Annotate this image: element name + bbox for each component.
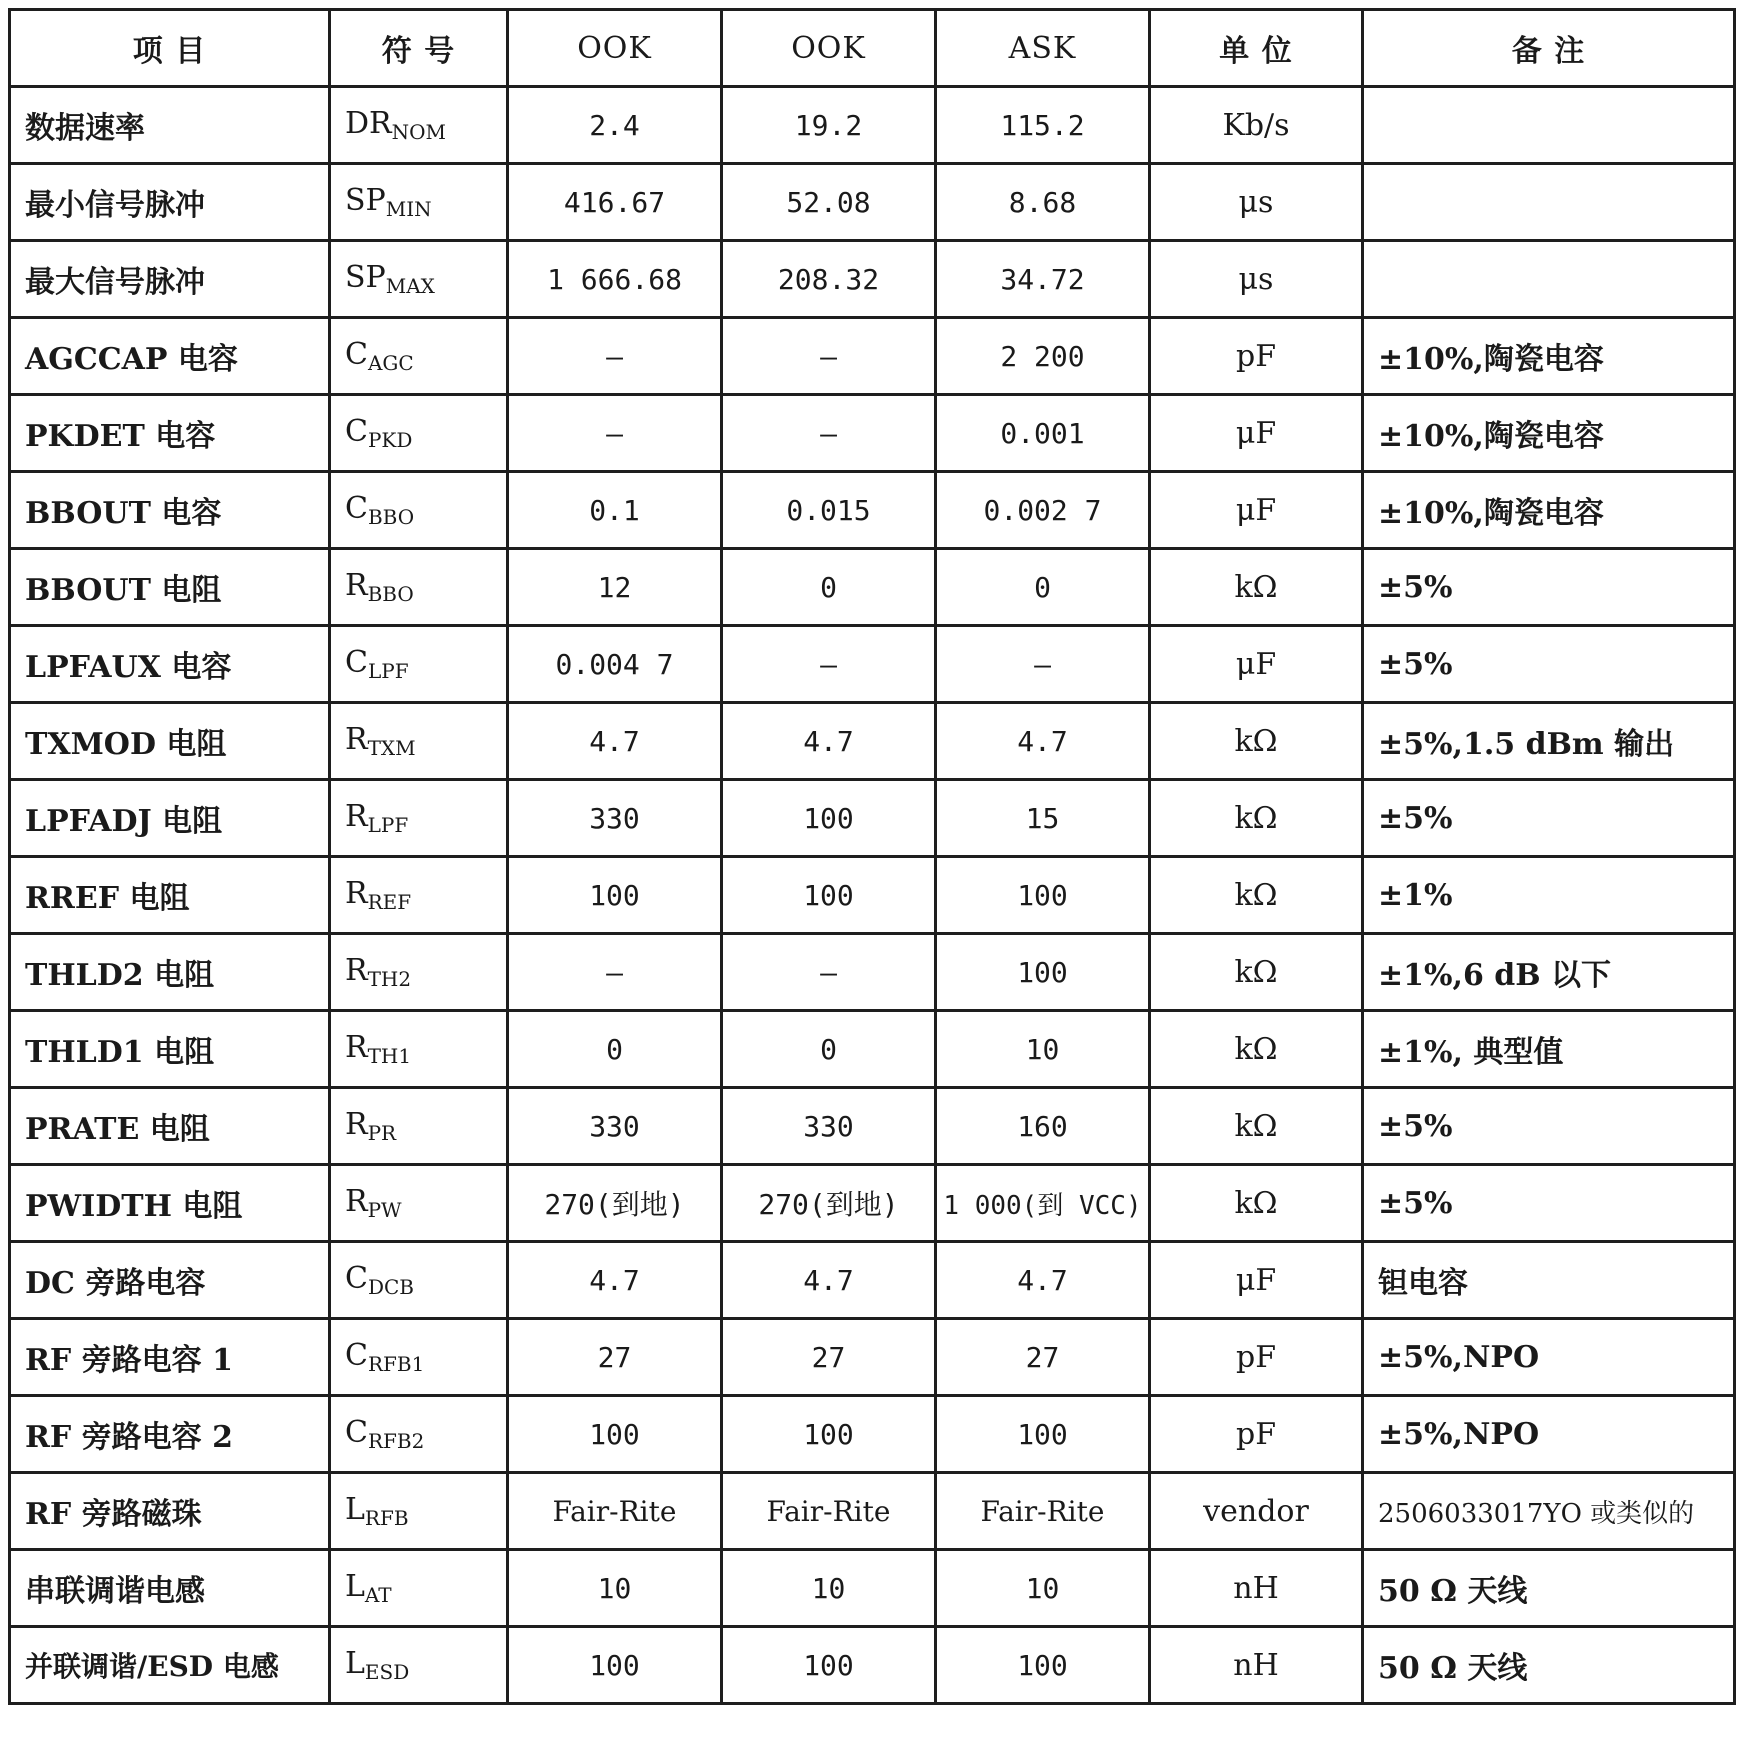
header-col2: OOK: [722, 10, 936, 87]
value-ask: Fair-Rite: [936, 1473, 1150, 1550]
unit-cell: μF: [1150, 472, 1363, 549]
item-cell: LPFADJ 电阻: [10, 780, 330, 857]
table-row: [10, 780, 1735, 857]
unit-cell: μs: [1150, 241, 1363, 318]
symbol-cell: [330, 241, 508, 318]
value-ask: 0.002 7: [936, 472, 1150, 549]
unit-cell: μs: [1150, 164, 1363, 241]
item-cell: PWIDTH 电阻: [10, 1165, 330, 1242]
symbol-sub: PR: [367, 1121, 397, 1145]
value-ook-1: 100: [508, 857, 722, 934]
item-cell: PRATE 电阻: [10, 1088, 330, 1165]
value-ook-2: —: [722, 626, 936, 703]
symbol-cell: [330, 1473, 508, 1550]
value-ook-2: 10: [722, 1550, 936, 1627]
note-cell: 2506033017YO 或类似的: [1363, 1473, 1735, 1550]
item-cell: 最小信号脉冲: [10, 164, 330, 241]
symbol-main: C: [345, 1338, 368, 1373]
value-ask: 100: [936, 1627, 1150, 1704]
symbol-main: SP: [345, 260, 386, 295]
symbol-main: C: [345, 1261, 368, 1296]
value-ask: 1 000(到 VCC): [936, 1165, 1150, 1242]
symbol-sub: TH2: [367, 967, 412, 991]
unit-cell: pF: [1150, 1396, 1363, 1473]
symbol-sub: PW: [367, 1198, 402, 1222]
value-ask: 0: [936, 549, 1150, 626]
item-cell: 串联调谐电感: [10, 1550, 330, 1627]
symbol-main: C: [345, 414, 368, 449]
value-ook-2: 100: [722, 1627, 936, 1704]
table-row: [10, 934, 1735, 1011]
value-ask: 15: [936, 780, 1150, 857]
item-cell: RF 旁路电容 1: [10, 1319, 330, 1396]
symbol-cell: [330, 318, 508, 395]
note-cell: ±5%,NPO: [1363, 1396, 1735, 1473]
symbol-main: R: [345, 1030, 368, 1065]
value-ook-2: 208.32: [722, 241, 936, 318]
symbol-sub: ESD: [364, 1660, 410, 1684]
note-cell: 50 Ω 天线: [1363, 1627, 1735, 1704]
symbol-sub: NOM: [391, 120, 447, 144]
symbol-sub: RFB2: [367, 1429, 425, 1453]
value-ask: 10: [936, 1550, 1150, 1627]
symbol-cell: [330, 472, 508, 549]
symbol-main: R: [345, 1107, 368, 1142]
value-ask: 115.2: [936, 87, 1150, 164]
value-ook-1: 330: [508, 780, 722, 857]
note-cell: ±5%: [1363, 626, 1735, 703]
symbol-sub: RFB: [364, 1506, 409, 1530]
value-ook-1: —: [508, 395, 722, 472]
symbol-main: R: [345, 953, 368, 988]
note-cell: ±5%: [1363, 1165, 1735, 1242]
symbol-cell: [330, 549, 508, 626]
note-cell: [1363, 164, 1735, 241]
symbol-cell: [330, 780, 508, 857]
symbol-sub: RFB1: [367, 1352, 425, 1376]
value-ook-1: 416.67: [508, 164, 722, 241]
unit-cell: Kb/s: [1150, 87, 1363, 164]
value-ook-1: 4.7: [508, 703, 722, 780]
unit-cell: μF: [1150, 395, 1363, 472]
note-cell: ±1%,6 dB 以下: [1363, 934, 1735, 1011]
value-ook-2: 100: [722, 857, 936, 934]
value-ook-1: 0.1: [508, 472, 722, 549]
value-ook-2: 0: [722, 1011, 936, 1088]
symbol-cell: [330, 87, 508, 164]
table-row: [10, 1011, 1735, 1088]
symbol-cell: [330, 703, 508, 780]
symbol-main: C: [345, 645, 368, 680]
table-row: [10, 626, 1735, 703]
header-symbol: 符 号: [330, 10, 508, 87]
symbol-main: L: [345, 1492, 365, 1527]
value-ook-2: 270(到地): [722, 1165, 936, 1242]
value-ook-1: 330: [508, 1088, 722, 1165]
value-ook-1: 0: [508, 1011, 722, 1088]
symbol-sub: DCB: [367, 1275, 415, 1299]
symbol-main: R: [345, 876, 368, 911]
value-ook-2: 4.7: [722, 703, 936, 780]
item-cell: AGCCAP 电容: [10, 318, 330, 395]
table-row: [10, 1396, 1735, 1473]
item-cell: RREF 电阻: [10, 857, 330, 934]
symbol-sub: PKD: [367, 428, 413, 452]
value-ook-2: —: [722, 395, 936, 472]
symbol-sub: TXM: [367, 736, 416, 760]
value-ook-2: 100: [722, 780, 936, 857]
value-ask: 2 200: [936, 318, 1150, 395]
value-ook-1: 270(到地): [508, 1165, 722, 1242]
symbol-sub: LPF: [367, 659, 409, 683]
table-row: [10, 1319, 1735, 1396]
note-cell: 50 Ω 天线: [1363, 1550, 1735, 1627]
table-row: [10, 549, 1735, 626]
symbol-main: L: [345, 1646, 365, 1681]
symbol-main: DR: [345, 106, 392, 141]
unit-cell: kΩ: [1150, 703, 1363, 780]
symbol-main: SP: [345, 183, 386, 218]
note-cell: ±5%: [1363, 549, 1735, 626]
unit-cell: pF: [1150, 318, 1363, 395]
parameter-table-wrapper: [8, 8, 1736, 1705]
note-cell: ±1%: [1363, 857, 1735, 934]
unit-cell: nH: [1150, 1550, 1363, 1627]
unit-cell: μF: [1150, 626, 1363, 703]
header-note: 备 注: [1363, 10, 1735, 87]
value-ook-2: 19.2: [722, 87, 936, 164]
table-row: [10, 87, 1735, 164]
value-ask: 8.68: [936, 164, 1150, 241]
table-row: [10, 1165, 1735, 1242]
symbol-sub: LPF: [367, 813, 409, 837]
unit-cell: nH: [1150, 1627, 1363, 1704]
value-ask: 100: [936, 857, 1150, 934]
note-cell: ±5%,1.5 dBm 输出: [1363, 703, 1735, 780]
symbol-cell: [330, 1242, 508, 1319]
unit-cell: μF: [1150, 1242, 1363, 1319]
symbol-cell: [330, 1396, 508, 1473]
item-cell: 数据速率: [10, 87, 330, 164]
table-row: [10, 857, 1735, 934]
item-cell: BBOUT 电容: [10, 472, 330, 549]
value-ook-2: 0: [722, 549, 936, 626]
symbol-cell: [330, 1627, 508, 1704]
note-cell: 钽电容: [1363, 1242, 1735, 1319]
note-cell: [1363, 87, 1735, 164]
symbol-main: R: [345, 568, 368, 603]
unit-cell: pF: [1150, 1319, 1363, 1396]
value-ook-1: 27: [508, 1319, 722, 1396]
value-ook-2: —: [722, 318, 936, 395]
symbol-main: R: [345, 722, 368, 757]
table-row: [10, 1627, 1735, 1704]
unit-cell: kΩ: [1150, 857, 1363, 934]
header-item: 项 目: [10, 10, 330, 87]
header-col1: OOK: [508, 10, 722, 87]
value-ook-1: —: [508, 934, 722, 1011]
value-ask: 27: [936, 1319, 1150, 1396]
symbol-sub: BBO: [367, 582, 414, 606]
value-ook-1: 10: [508, 1550, 722, 1627]
symbol-cell: [330, 934, 508, 1011]
item-cell: DC 旁路电容: [10, 1242, 330, 1319]
note-cell: [1363, 241, 1735, 318]
table-row: [10, 395, 1735, 472]
value-ook-1: 12: [508, 549, 722, 626]
symbol-cell: [330, 857, 508, 934]
table-body: [10, 87, 1735, 1704]
symbol-cell: [330, 164, 508, 241]
value-ook-1: —: [508, 318, 722, 395]
value-ook-1: 0.004 7: [508, 626, 722, 703]
value-ask: —: [936, 626, 1150, 703]
table-row: [10, 1242, 1735, 1319]
value-ask: 0.001: [936, 395, 1150, 472]
symbol-cell: [330, 626, 508, 703]
symbol-main: R: [345, 799, 368, 834]
symbol-sub: MIN: [385, 197, 432, 221]
item-cell: 并联调谐/ESD 电感: [10, 1627, 330, 1704]
unit-cell: vendor: [1150, 1473, 1363, 1550]
note-cell: ±5%: [1363, 1088, 1735, 1165]
item-cell: RF 旁路磁珠: [10, 1473, 330, 1550]
symbol-cell: [330, 1088, 508, 1165]
symbol-main: R: [345, 1184, 368, 1219]
value-ook-1: 4.7: [508, 1242, 722, 1319]
header-col3: ASK: [936, 10, 1150, 87]
symbol-main: C: [345, 337, 368, 372]
item-cell: 最大信号脉冲: [10, 241, 330, 318]
note-cell: ±5%,NPO: [1363, 1319, 1735, 1396]
unit-cell: kΩ: [1150, 1088, 1363, 1165]
note-cell: ±10%,陶瓷电容: [1363, 472, 1735, 549]
value-ook-1: Fair-Rite: [508, 1473, 722, 1550]
value-ook-2: 27: [722, 1319, 936, 1396]
note-cell: ±10%,陶瓷电容: [1363, 318, 1735, 395]
table-row: [10, 1088, 1735, 1165]
symbol-sub: AT: [364, 1583, 392, 1607]
value-ook-1: 2.4: [508, 87, 722, 164]
unit-cell: kΩ: [1150, 549, 1363, 626]
value-ask: 100: [936, 1396, 1150, 1473]
value-ook-1: 1 666.68: [508, 241, 722, 318]
symbol-main: L: [345, 1569, 365, 1604]
value-ook-2: Fair-Rite: [722, 1473, 936, 1550]
symbol-sub: AGC: [367, 351, 414, 375]
table-row: [10, 318, 1735, 395]
symbol-cell: [330, 1011, 508, 1088]
value-ook-1: 100: [508, 1627, 722, 1704]
value-ook-2: 0.015: [722, 472, 936, 549]
value-ook-2: 330: [722, 1088, 936, 1165]
note-cell: ±1%, 典型值: [1363, 1011, 1735, 1088]
item-cell: TXMOD 电阻: [10, 703, 330, 780]
value-ook-1: 100: [508, 1396, 722, 1473]
value-ook-2: 52.08: [722, 164, 936, 241]
value-ook-2: 4.7: [722, 1242, 936, 1319]
header-row: [10, 10, 1735, 87]
item-cell: THLD2 电阻: [10, 934, 330, 1011]
symbol-sub: REF: [367, 890, 412, 914]
table-row: [10, 703, 1735, 780]
symbol-sub: TH1: [367, 1044, 412, 1068]
symbol-cell: [330, 1319, 508, 1396]
symbol-sub: MAX: [385, 274, 435, 298]
unit-cell: kΩ: [1150, 780, 1363, 857]
item-cell: RF 旁路电容 2: [10, 1396, 330, 1473]
value-ask: 10: [936, 1011, 1150, 1088]
value-ask: 4.7: [936, 1242, 1150, 1319]
symbol-cell: [330, 1550, 508, 1627]
symbol-cell: [330, 395, 508, 472]
value-ask: 4.7: [936, 703, 1150, 780]
item-cell: BBOUT 电阻: [10, 549, 330, 626]
table-row: [10, 1473, 1735, 1550]
symbol-sub: BBO: [367, 505, 415, 529]
value-ask: 160: [936, 1088, 1150, 1165]
table-row: [10, 472, 1735, 549]
value-ook-2: —: [722, 934, 936, 1011]
value-ask: 100: [936, 934, 1150, 1011]
table-row: [10, 241, 1735, 318]
item-cell: PKDET 电容: [10, 395, 330, 472]
symbol-cell: [330, 1165, 508, 1242]
table-row: [10, 164, 1735, 241]
symbol-main: C: [345, 1415, 368, 1450]
parameter-table: [8, 8, 1736, 1705]
value-ask: 34.72: [936, 241, 1150, 318]
item-cell: THLD1 电阻: [10, 1011, 330, 1088]
header-unit: 单 位: [1150, 10, 1363, 87]
table-row: [10, 1550, 1735, 1627]
unit-cell: kΩ: [1150, 934, 1363, 1011]
value-ook-2: 100: [722, 1396, 936, 1473]
unit-cell: kΩ: [1150, 1011, 1363, 1088]
unit-cell: kΩ: [1150, 1165, 1363, 1242]
symbol-main: C: [345, 491, 368, 526]
item-cell: LPFAUX 电容: [10, 626, 330, 703]
note-cell: ±5%: [1363, 780, 1735, 857]
note-cell: ±10%,陶瓷电容: [1363, 395, 1735, 472]
